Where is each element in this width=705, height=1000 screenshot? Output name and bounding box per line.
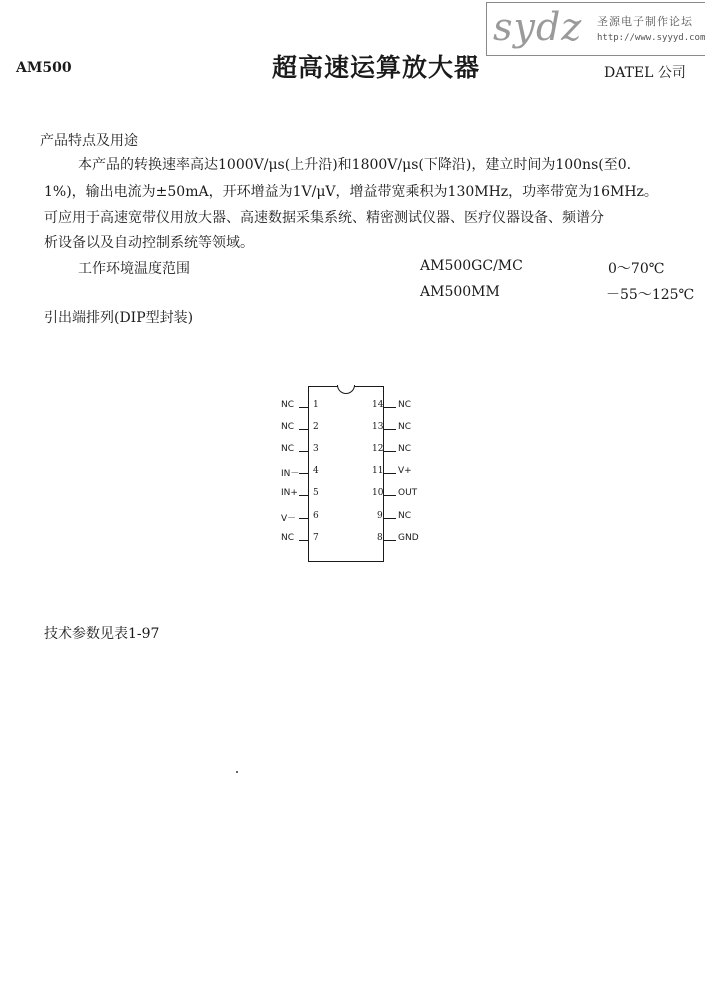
pin-13-name: NC	[398, 422, 412, 432]
pin-14-number: 14	[372, 400, 384, 410]
pin-2-number: 2	[313, 422, 319, 432]
pin-10-number: 10	[372, 488, 384, 498]
pin-13-number: 13	[372, 422, 384, 432]
pin-5-lead	[299, 495, 309, 496]
pin-2-name: NC	[281, 422, 295, 432]
pin-14-name: NC	[398, 400, 412, 410]
temperature-range-2: －55～125℃	[606, 287, 695, 303]
pin-2-lead	[299, 429, 309, 430]
temperature-model-2: AM500MM	[420, 284, 500, 300]
watermark	[486, 2, 705, 56]
package-notch	[337, 385, 355, 394]
pinout-heading: 引出端排列(DIP型封装)	[44, 310, 194, 326]
pin-9-number: 9	[377, 511, 383, 521]
manufacturer: DATEL 公司	[604, 65, 686, 81]
pin-6-lead	[299, 518, 309, 519]
features-line-2: 1%)，输出电流为±50mA，开环增益为1V/μV，增益带宽乘积为130MHz，功率带宽为16MHz。	[44, 184, 658, 200]
pin-8-number: 8	[377, 533, 383, 543]
page-title: 超高速运算放大器	[272, 53, 481, 82]
features-line-4: 析设备以及自动控制系统等领域。	[44, 235, 254, 251]
features-heading: 产品特点及用途	[40, 133, 138, 149]
features-line-3: 可应用于高速宽带仪用放大器、高速数据采集系统、精密测试仪器、医疗仪器设备、频谱分	[44, 210, 604, 226]
part-number: AM500	[16, 60, 72, 76]
pin-8-lead	[384, 540, 396, 541]
pin-7-name: NC	[281, 533, 295, 543]
pin-8-name: GND	[398, 533, 419, 543]
pin-6-name: V－	[281, 514, 297, 524]
pin-4-lead	[299, 473, 309, 474]
pin-1-name: NC	[281, 400, 295, 410]
pin-13-lead	[384, 429, 396, 430]
pin-3-lead	[299, 451, 309, 452]
pin-14-lead	[384, 407, 396, 408]
temperature-label: 工作环境温度范围	[78, 261, 190, 277]
watermark-logo: sydz	[493, 5, 583, 49]
pin-7-lead	[299, 540, 309, 541]
pin-5-number: 5	[313, 488, 319, 498]
scan-speck	[236, 771, 238, 773]
pin-1-lead	[299, 407, 309, 408]
pin-11-number: 11	[372, 466, 384, 476]
temperature-model-1: AM500GC/MC	[420, 258, 523, 274]
watermark-site-name: 圣源电子制作论坛	[597, 15, 693, 28]
pin-11-name: V+	[398, 466, 412, 476]
pin-9-lead	[384, 518, 396, 519]
pin-3-name: NC	[281, 444, 295, 454]
spec-table-reference: 技术参数见表1-97	[44, 626, 160, 642]
pin-10-name: OUT	[398, 488, 418, 498]
pin-12-lead	[384, 451, 396, 452]
pin-7-number: 7	[313, 533, 319, 543]
pin-12-name: NC	[398, 444, 412, 454]
pin-3-number: 3	[313, 444, 319, 454]
pin-4-number: 4	[313, 466, 319, 476]
watermark-url: http://www.syyyd.com	[597, 33, 705, 43]
pin-1-number: 1	[313, 400, 319, 410]
pin-4-name: IN－	[281, 469, 300, 479]
pin-9-name: NC	[398, 511, 412, 521]
pin-6-number: 6	[313, 511, 319, 521]
features-line-1: 本产品的转换速率高达1000V/μs(上升沿)和1800V/μs(下降沿)，建立时间为100ns(至0.	[78, 157, 632, 173]
pin-5-name: IN+	[281, 488, 298, 498]
pin-10-lead	[384, 495, 396, 496]
temperature-range-1: 0～70℃	[608, 261, 665, 277]
pin-11-lead	[384, 473, 396, 474]
pin-12-number: 12	[372, 444, 384, 454]
